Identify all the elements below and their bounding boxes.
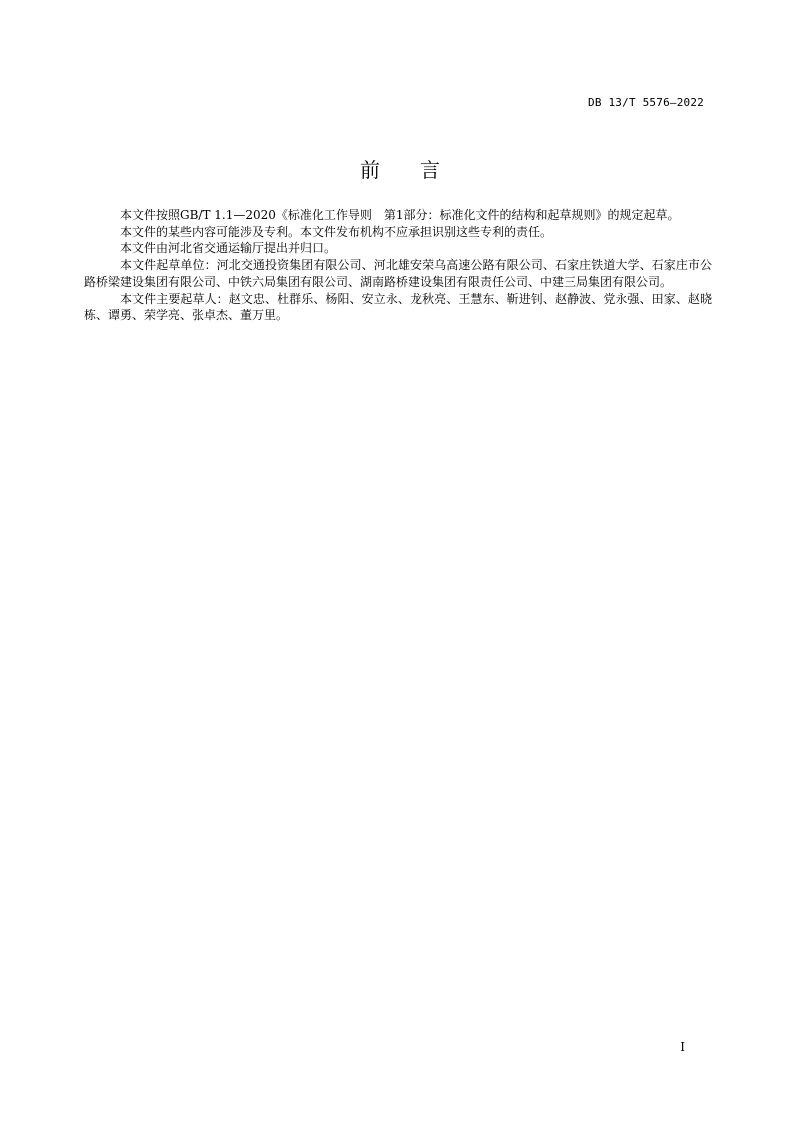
page-title: 前言 (360, 158, 480, 182)
document-code: DB 13/T 5576—2022 (588, 96, 704, 109)
paragraph-proposer: 本文件由河北省交通运输厅提出并归口。 (120, 241, 337, 256)
page-number: I (680, 1040, 685, 1054)
paragraph-drafting-units: 本文件起草单位：河北交通投资集团有限公司、河北雄安荣乌高速公路有限公司、石家庄铁道大学、石家庄市公路桥梁建设集团有限公司、中铁六局集团有限公司、湖南路桥建设集团有限责任公司、中建三局集团有限公司。 (84, 258, 712, 289)
document-body (84, 207, 712, 324)
paragraph-drafting-rules: 本文件按照GB/T 1.1—2020《标准化工作导则 第1部分：标准化文件的结构和起草规则》的规定起草。 (120, 208, 680, 222)
paragraph-patent-notice: 本文件的某些内容可能涉及专利。本文件发布机构不应承担识别这些专利的责任。 (120, 224, 553, 239)
paragraph-drafters: 本文件主要起草人：赵文忠、杜群乐、杨阳、安立永、龙秋亮、王慧东、靳进钊、赵静波、党永强、田家、赵晓栋、谭勇、荣学亮、张卓杰、董万里。 (84, 291, 712, 323)
